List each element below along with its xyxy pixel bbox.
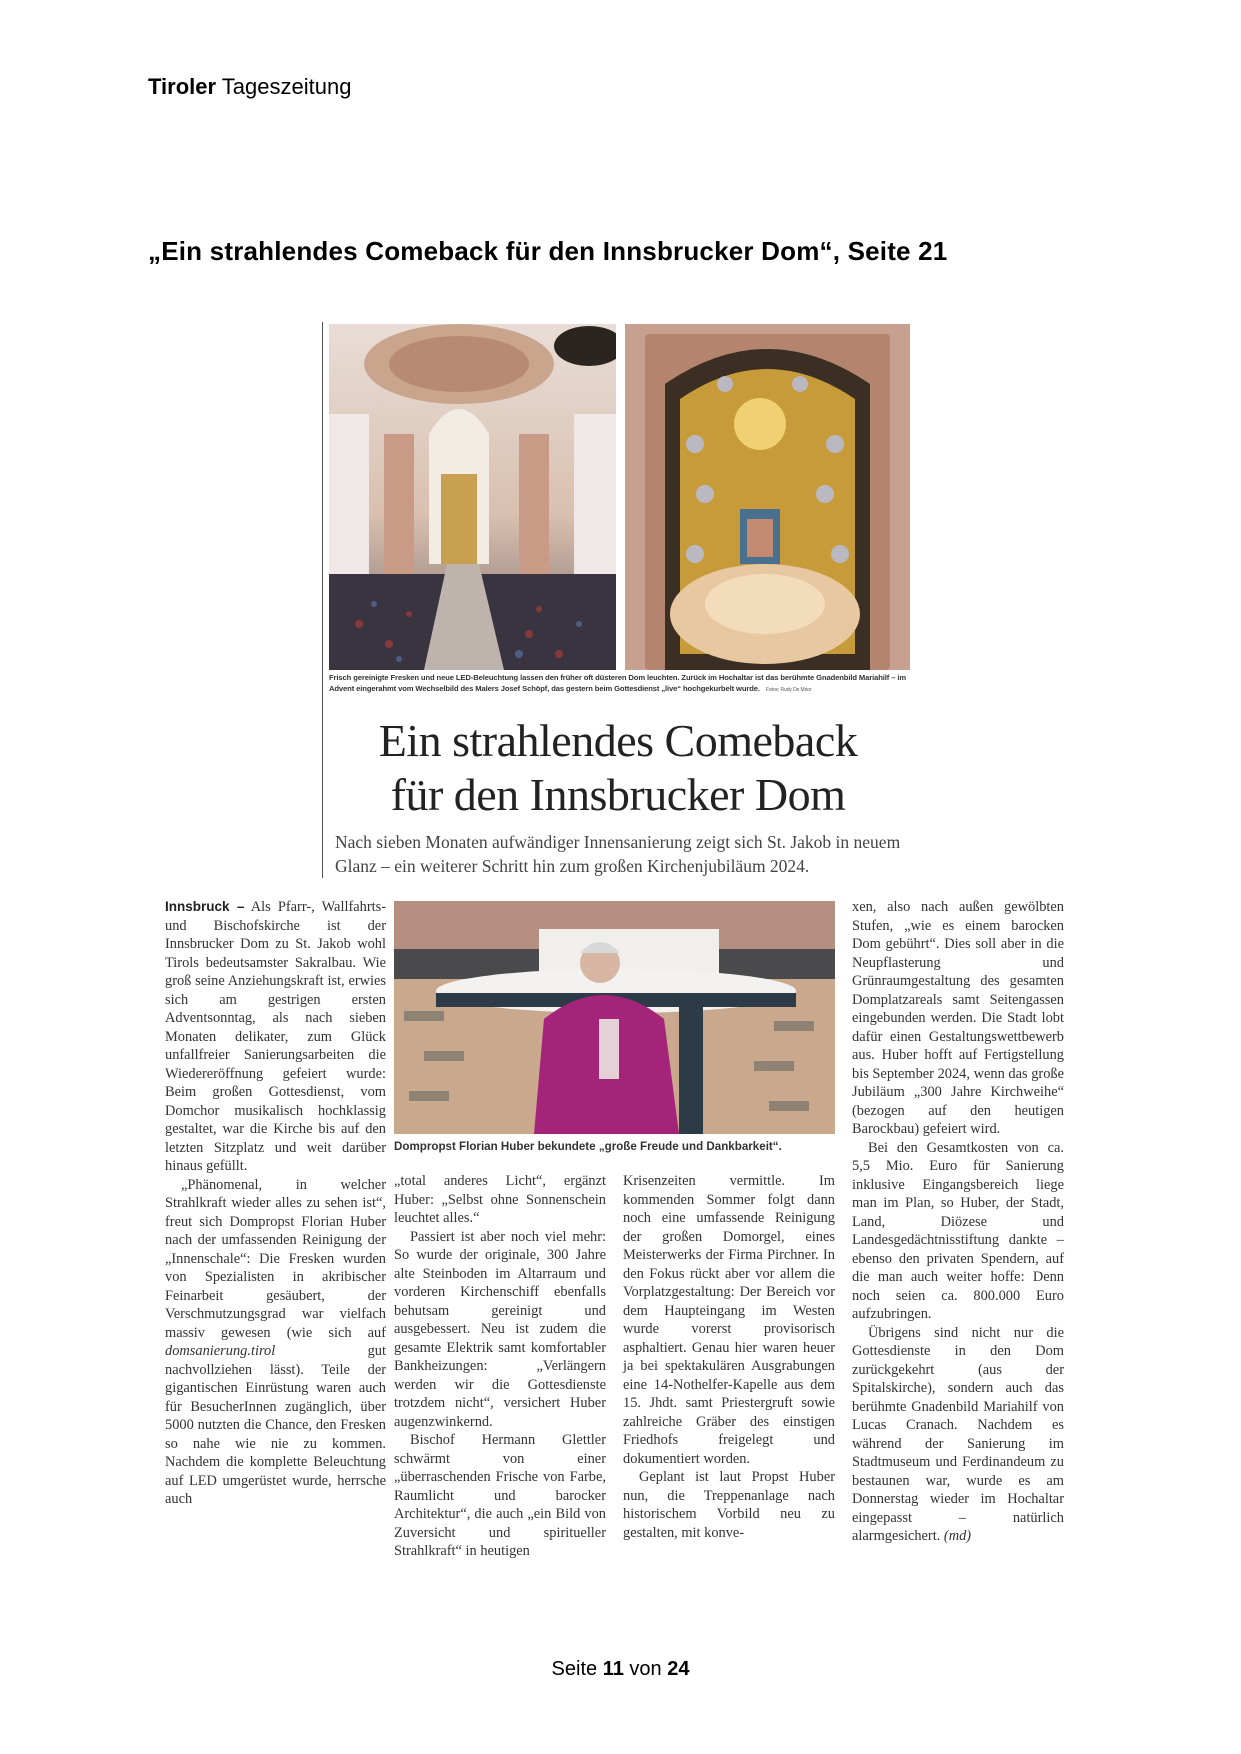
paragraph: Passiert ist aber noch viel mehr: So wurde der originale, 300 Jahre alte Steinboden im Altarraum und vorderen Kirchenschiff ebenfalls behutsam gereinigt und ausgebessert. Neu ist zudem die gesamte Elektrik samt komfortabler Bankheizungen: „Verlängern werden wir die Gottesdienste trotzdem nicht“, versichert Huber augenzwinkernd. [394,1228,606,1430]
paragraph-continued: gut nachvollziehen lässt). Teile der gigantischen Einrüstung waren auch für BesucherInnen zugänglich, über 5000 nutzten die Chance, den Fresken so nahe wie nie zu kommen. Nachdem die komplette Beleuchtung auf LED umgerüstet wurde, herrsche auch [165,1343,386,1507]
article-column-1 [165,898,386,1509]
photo-caption-text: Frisch gereinigte Fresken und neue LED-Beleuchtung lassen den früher oft düsteren Dom leuchten. Zurück im Hochaltar ist das berühmte Gnadenbild Mariahilf – im Advent eingerahmt vom Wechselbild des Malers Josef Schöpf, das gestern beim Gottesdienst „live“ hochgekurbelt wurde. [329,673,907,693]
article-column-4 [852,898,1064,1546]
headline-line-1: Ein strahlendes Comeback [378,715,858,766]
cathedral-interior-photo [329,324,616,670]
publication-name-bold: Tiroler [148,74,217,99]
article-reference-title: „Ein strahlendes Comeback für den Innsbrucker Dom“, Seite 21 [148,236,948,266]
total-pages: 24 [667,1658,690,1680]
dateline: Innsbruck – [165,899,245,914]
paragraph: „total anderes Licht“, ergänzt Huber: „Selbst ohne Sonnenschein leuchtet alles.“ [394,1173,606,1226]
newspaper-clipping-top [322,322,913,878]
website-reference: domsanierung.tirol [165,1343,276,1359]
article-column-2 [394,1172,606,1561]
paragraph: Als Pfarr-, Wallfahrts- und Bischofskirche ist der Innsbrucker Dom zu St. Jakob wohl Tirols bedeutsamster Sakralbau. Wie groß seine Anziehungskraft ist, erwies sich am gestrigen ersten Adventsonntag, als nach sieben Monaten delikater, zum Glück unfallfreier Sanierungsarbeiten die Wiedereröffnung gefeiert wurde: Beim großen Gottesdienst, vom Domchor musikalisch hochklassig gestaltet, war die Kirche bis auf den letzten Sitzplatz und weit darüber hinaus gefüllt. [165,899,387,1174]
page-label: Seite [551,1658,603,1680]
current-page-number: 11 [602,1658,624,1680]
article-subheadline: Nach sieben Monaten aufwändiger Innensanierung zeigt sich St. Jakob in neuem Glanz – ein weiterer Schritt hin zum großen Kirchenjubiläum 2024. [335,832,901,876]
paragraph: xen, also nach außen gewölbten Stufen, „wie es einem barocken Dom gebührt“. Dies soll aber in die Neupflasterung und Grünraumgestaltung des gesamten Domplatzareals samt Seitengassen eingebunden werden. Die Stadt lobt dafür einen Gestaltungswettbewerb aus. Huber hofft auf Fertigstellung bis September 2024, wenn das große Jubiläum „300 Jahre Kirchweihe“ (bezogen auf den heutigen Barockbau) gefeiert wird. [852,899,1064,1137]
paragraph: Bei den Gesamtkosten von ca. 5,5 Mio. Euro für Sanierung inklusive Eingangsbereich liege man im Plan, so Huber, der Stadt, Land, Diözese und Landesgedächtnisstiftung dankte – ebenso den privaten Spendern, auf die man auch weiter hoffe: Denn noch seien ca. 800.000 Euro aufzubringen. [852,1139,1064,1322]
page-of-label: von [623,1658,668,1680]
paragraph: „Phänomenal, in welcher Strahlkraft wieder alles zu sehen ist“, freut sich Dompropst Florian Huber nach der umfassenden Reinigung der „Innenschale“: Die Fresken wurden von Spezialisten in akribischer Feinarbeit gesäubert, der Verschmutzungsgrad war vielfach massiv gewesen (wie sich auf [165,1176,386,1341]
paragraph: Bischof Hermann Glettler schwärmt von einer „überraschenden Frische von Farbe, Raumlicht und barocker Architektur“, die auch „ein Bild von Zuversicht und spiritueller Strahlkraft“ in heutigen [394,1432,606,1559]
page-footer [0,1658,1241,1681]
paragraph: Krisenzeiten vermittle. Im kommenden Sommer folgt dann noch eine umfassende Reinigung der großen Domorgel, eines Meisterwerks der Firma Pirchner. In den Fokus rückt aber vor allem die Vorplatzgestaltung: Der Bereich vor dem Haupteingang im Westen wurde vorerst provisorisch asphaltiert. Genau hier waren heuer ja bei spektakulären Ausgrabungen eine 14-Nothelfer-Kapelle aus dem 15. Jhdt. samt Priestergruft sowie zahlreiche Gräber des einstigen Friedhofs freigelegt und dokumentiert worden. [623,1173,835,1467]
high-altar-gnadenbild-photo [625,324,910,670]
publication-name-rest: Tageszeitung [216,74,352,99]
dompropst-at-altar-photo [394,901,835,1134]
headline-line-2: für den Innsbrucker Dom [390,769,846,820]
article-headline [323,714,913,822]
photo-caption-top [329,672,911,696]
publication-name [148,74,351,100]
photo-credit: Fotos: Rudy De Moor [765,687,812,693]
photo-caption-mid: Dompropst Florian Huber bekundete „große Freude und Dankbarkeit“. [394,1140,782,1153]
author-initials: (md) [943,1528,972,1544]
paragraph: Übrigens sind nicht nur die Gottesdienste in den Dom zurückgekehrt (aus der Spitalskirche), sondern auch das berühmte Gnadenbild Mariahilf von Lucas Cranach. Nachdem es während der Sanierung im Stadtmuseum und Ferdinandeum zu bestaunen war, wurde es am Donnerstag wieder im Hochaltar eingepasst – natürlich alarmgesichert. [852,1324,1064,1544]
article-column-3 [623,1172,835,1542]
paragraph: Geplant ist laut Propst Huber nun, die Treppenanlage nach historischem Vorbild neu zu gestalten, mit konve- [623,1469,835,1541]
